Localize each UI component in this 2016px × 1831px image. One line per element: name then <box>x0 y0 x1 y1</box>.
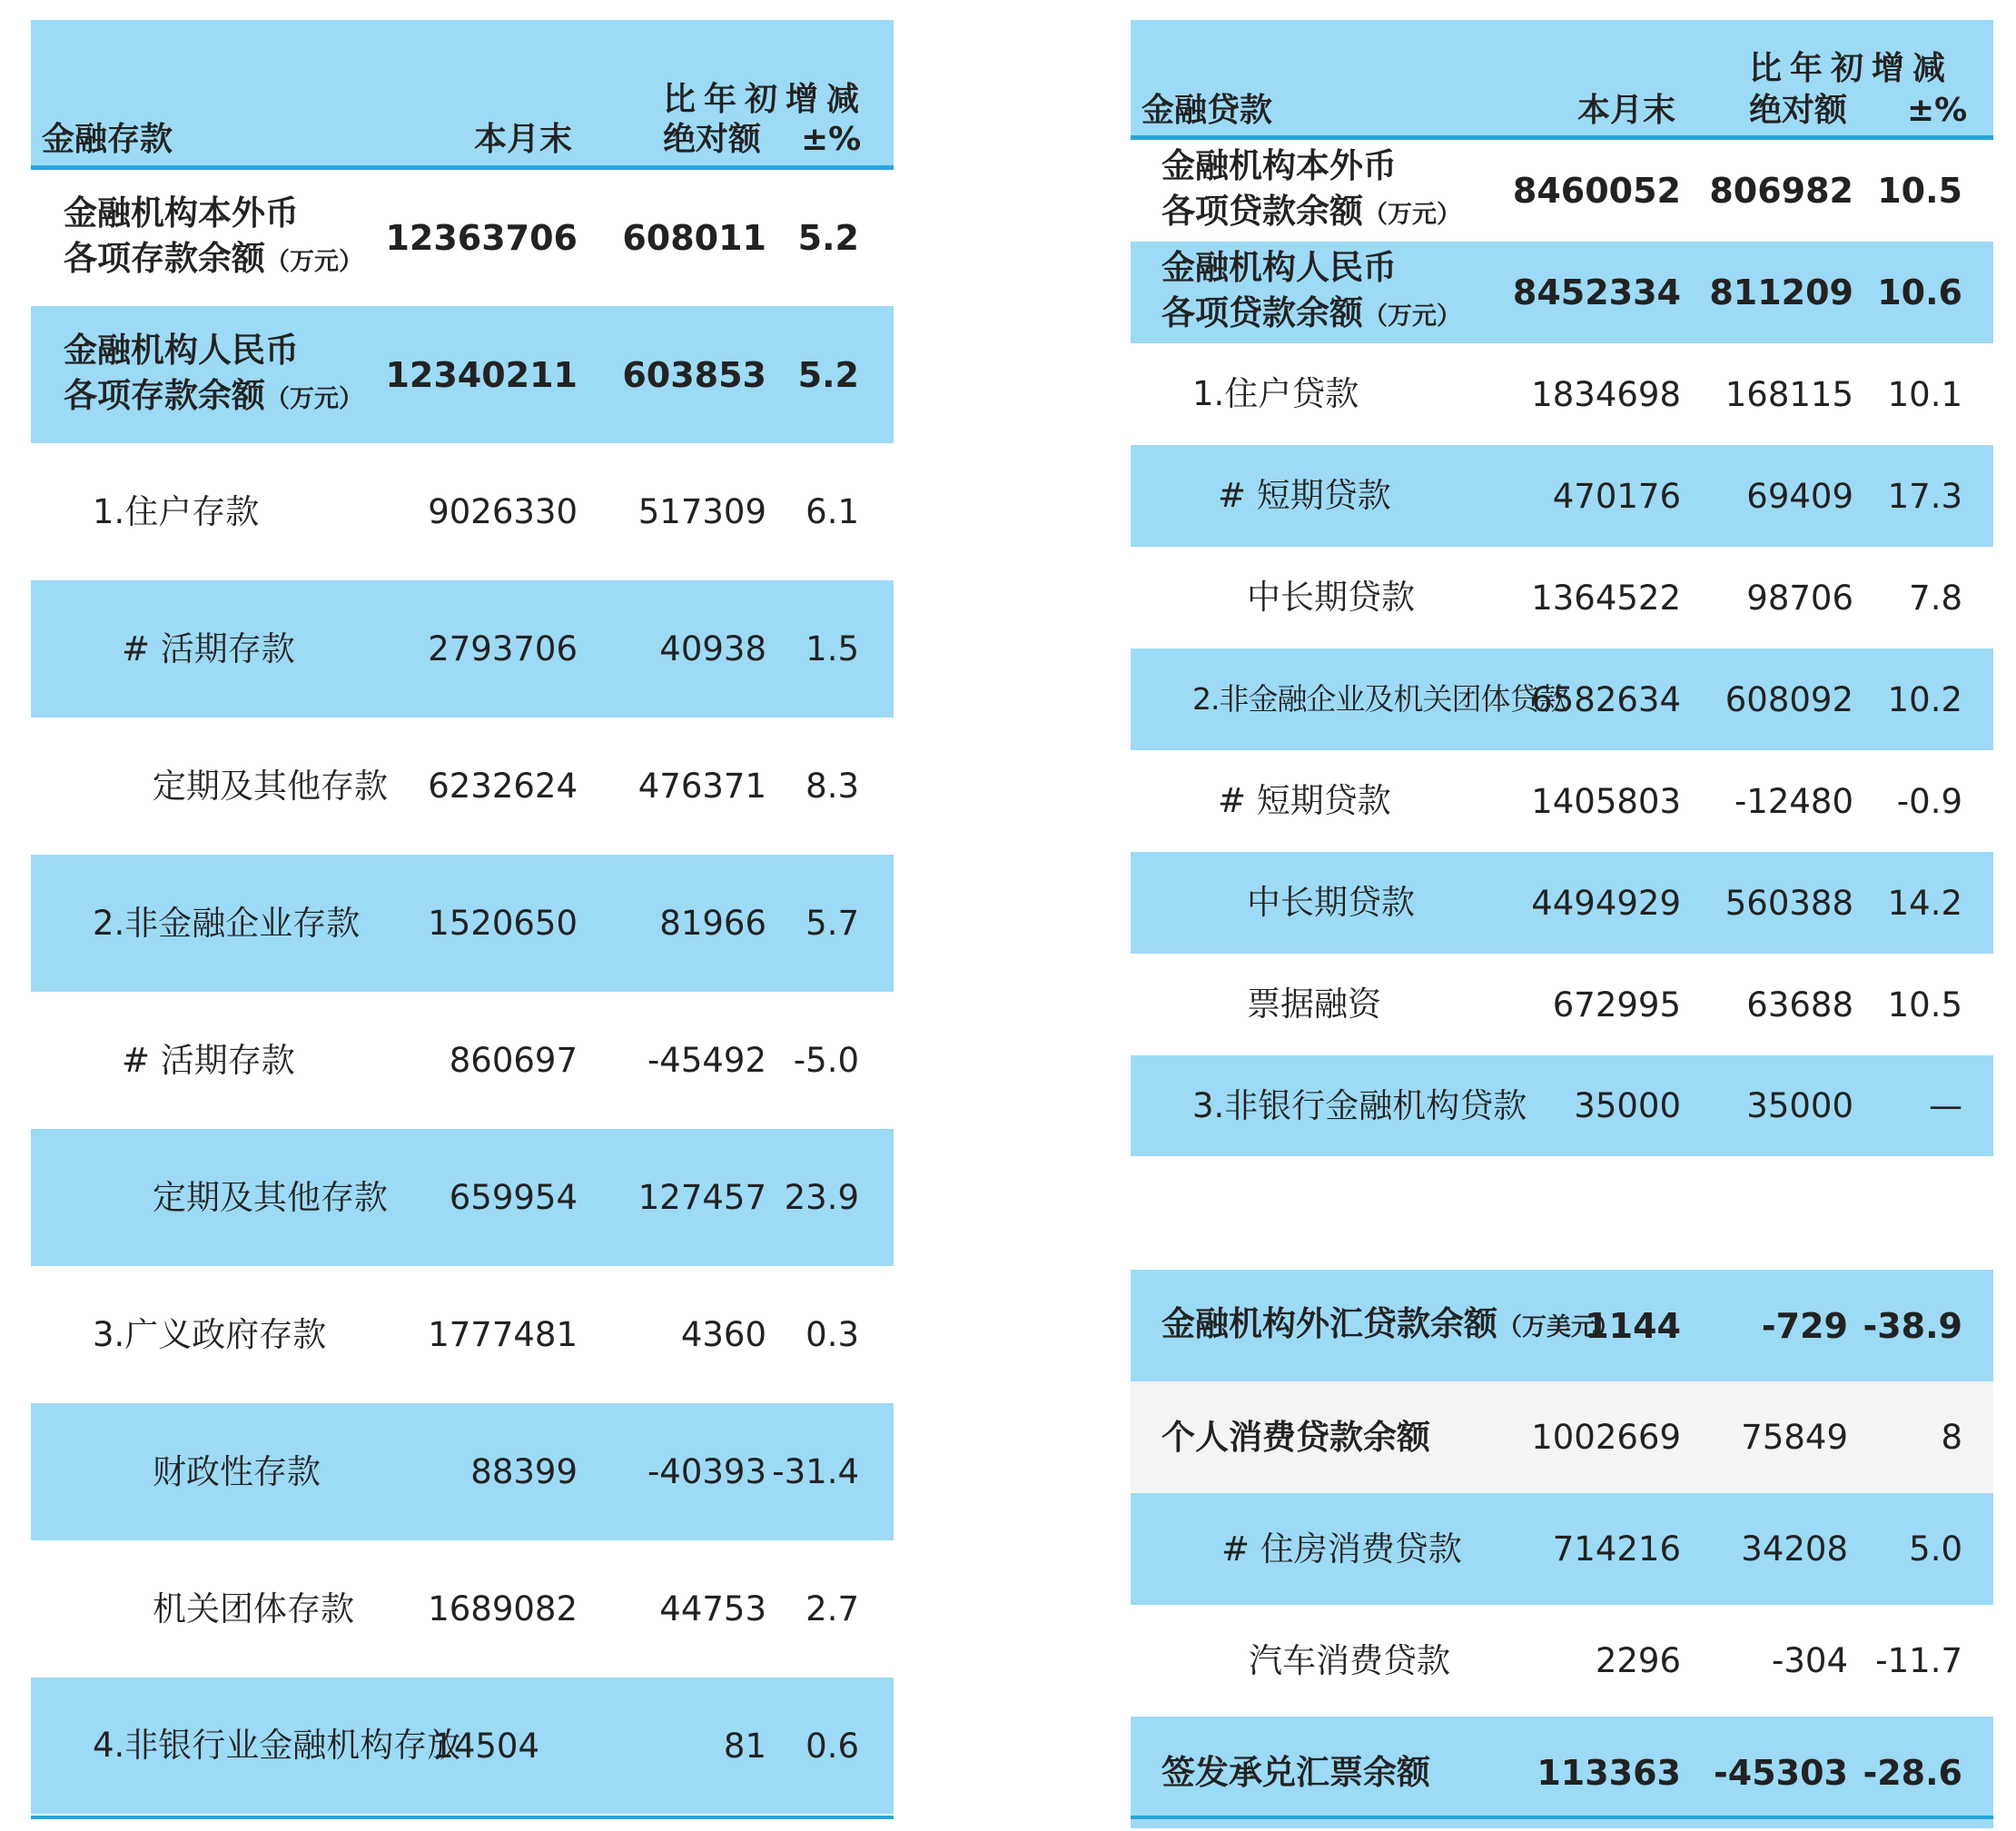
value-month: 8460052 <box>1512 171 1681 211</box>
value-pct: 0.3 <box>805 1315 859 1354</box>
table-row <box>31 1129 894 1266</box>
value-abs: 806982 <box>1709 171 1853 211</box>
value-abs: 811209 <box>1709 272 1853 312</box>
value-month: 1405803 <box>1531 781 1681 821</box>
loans-table <box>1131 20 1993 1828</box>
value-month: 113363 <box>1537 1752 1681 1793</box>
value-pct: 5.7 <box>805 904 859 943</box>
table-row <box>1131 1270 1993 1381</box>
table-row <box>1131 343 1993 445</box>
value-month: 4494929 <box>1531 883 1681 923</box>
value-abs: -40393 <box>647 1452 766 1491</box>
col-group: 比年初增减 <box>1749 50 1954 87</box>
value-pct: 23.9 <box>784 1178 859 1217</box>
row-label: 定期及其他存款 <box>153 1177 388 1217</box>
table-row <box>31 170 894 306</box>
table-row <box>31 306 894 443</box>
row-label: 金融机构人民币 各项存款余额（万元） <box>64 330 363 415</box>
value-month: 6232624 <box>428 767 578 806</box>
row-label: 财政性存款 <box>153 1451 321 1491</box>
value-abs: -45303 <box>1714 1752 1848 1793</box>
col-month: 本月末 <box>474 121 573 158</box>
row-label: 中长期贷款 <box>1247 578 1415 617</box>
value-month: 1520650 <box>428 904 578 943</box>
value-pct: -11.7 <box>1875 1641 1962 1680</box>
value-abs: -45492 <box>647 1041 766 1080</box>
value-abs: 603853 <box>622 354 766 395</box>
row-label: 定期及其他存款 <box>153 766 388 806</box>
table-row <box>31 1540 894 1678</box>
value-pct: 10.5 <box>1887 985 1962 1024</box>
table-row <box>1131 1493 1993 1605</box>
value-abs: -304 <box>1772 1641 1848 1680</box>
row-label: # 住房消费贷款 <box>1221 1529 1462 1569</box>
value-month: 714216 <box>1552 1529 1681 1569</box>
col-pct: ±% <box>1907 92 1968 129</box>
value-pct: 14.2 <box>1887 883 1962 923</box>
value-abs: 517309 <box>637 492 766 531</box>
table-row <box>1131 1717 1993 1828</box>
row-label: 3.非银行金融机构贷款 <box>1192 1085 1527 1125</box>
value-pct: 5.2 <box>797 218 859 258</box>
row-label: 1.住户存款 <box>93 491 260 531</box>
table-row <box>31 718 894 855</box>
row-label: 1.住户贷款 <box>1192 374 1359 413</box>
value-pct: 2.7 <box>805 1589 859 1628</box>
value-abs: -729 <box>1761 1305 1848 1346</box>
table-row <box>1131 445 1993 547</box>
loans-bottom-rule <box>1131 1816 1993 1819</box>
value-abs: 560388 <box>1724 883 1853 923</box>
table-row <box>31 1266 894 1403</box>
row-label: 票据融资 <box>1247 985 1381 1024</box>
value-pct: -0.9 <box>1896 781 1962 821</box>
value-abs: 168115 <box>1724 374 1853 414</box>
value-pct: 17.3 <box>1887 476 1962 516</box>
row-label: # 活期存款 <box>122 1040 295 1080</box>
col-abs: 绝对额 <box>1749 92 1848 129</box>
value-month: 1002669 <box>1531 1418 1681 1457</box>
col-group: 比年初增减 <box>663 81 868 118</box>
table-row <box>31 580 894 718</box>
value-abs: 98706 <box>1746 578 1853 618</box>
value-pct: 5.2 <box>797 354 859 395</box>
table-row <box>31 443 894 580</box>
deposits-title: 金融存款 <box>42 121 173 158</box>
deposits-bottom-rule <box>31 1816 894 1819</box>
value-abs: 44753 <box>659 1589 766 1628</box>
value-pct: -31.4 <box>772 1452 859 1491</box>
value-pct: 10.5 <box>1877 171 1962 211</box>
value-pct: -5.0 <box>793 1041 859 1080</box>
row-label: 金融机构外汇贷款余额（万美元） <box>1161 1303 1620 1343</box>
value-pct: 8 <box>1941 1418 1962 1457</box>
value-abs: 81966 <box>659 904 766 943</box>
deposits-table <box>31 20 894 1814</box>
value-abs: 35000 <box>1746 1086 1853 1125</box>
value-month: 12340211 <box>385 354 578 395</box>
table-row <box>1131 1055 1993 1156</box>
value-pct: 7.8 <box>1909 578 1962 618</box>
table-row <box>1131 954 1993 1055</box>
value-month: 35000 <box>1574 1086 1681 1125</box>
value-month: 1689082 <box>428 1589 578 1628</box>
value-month: 1364522 <box>1531 578 1681 618</box>
value-month: 2793706 <box>428 629 578 668</box>
value-pct: — <box>1929 1086 1962 1125</box>
value-month: 14504 <box>432 1726 539 1766</box>
value-month: 672995 <box>1552 985 1681 1024</box>
value-abs: -12480 <box>1734 781 1853 821</box>
table-row <box>1131 750 1993 852</box>
row-label: # 活期存款 <box>122 628 295 668</box>
value-pct: 6.1 <box>805 492 859 531</box>
table-row <box>1131 547 1993 648</box>
row-label: 金融机构本外币 各项存款余额（万元） <box>64 193 363 278</box>
row-label: 签发承兑汇票余额 <box>1161 1752 1430 1792</box>
deposits-header <box>31 20 894 170</box>
row-label: 3.广义政府存款 <box>93 1314 327 1354</box>
value-month: 12363706 <box>385 218 578 258</box>
row-label: 汽车消费贷款 <box>1249 1640 1450 1680</box>
col-pct: ±% <box>801 121 862 158</box>
value-month: 470176 <box>1552 476 1681 516</box>
value-pct: 10.6 <box>1877 272 1962 312</box>
value-abs: 4360 <box>680 1315 766 1354</box>
loans-header <box>1131 20 1993 140</box>
row-label: 个人消费贷款余额 <box>1161 1417 1430 1457</box>
value-abs: 40938 <box>659 629 766 668</box>
loans-title: 金融贷款 <box>1141 92 1273 129</box>
value-abs: 63688 <box>1746 985 1853 1024</box>
row-label: 4.非银行业金融机构存放 <box>93 1726 461 1765</box>
row-label: 2.非金融企业存款 <box>93 903 361 943</box>
table-row <box>31 992 894 1129</box>
value-month: 1834698 <box>1531 374 1681 414</box>
value-abs: 127457 <box>637 1178 766 1217</box>
col-abs: 绝对额 <box>663 121 762 158</box>
value-abs: 75849 <box>1741 1418 1848 1457</box>
value-pct: 1.5 <box>805 629 859 668</box>
value-pct: 8.3 <box>805 767 859 806</box>
value-abs: 608011 <box>622 218 766 258</box>
value-pct: -38.9 <box>1863 1305 1962 1346</box>
row-label: # 短期贷款 <box>1218 476 1391 515</box>
table-row <box>1131 1605 1993 1717</box>
value-pct: -28.6 <box>1863 1752 1962 1793</box>
value-month: 2296 <box>1595 1641 1681 1680</box>
value-abs: 81 <box>723 1726 766 1766</box>
row-label: 金融机构人民币 各项贷款余额（万元） <box>1161 248 1461 332</box>
value-pct: 0.6 <box>805 1726 859 1766</box>
value-month: 88399 <box>470 1452 578 1491</box>
row-label: 机关团体存款 <box>153 1589 354 1628</box>
value-abs: 608092 <box>1724 679 1853 719</box>
table-gap <box>1131 1156 1993 1270</box>
row-label: # 短期贷款 <box>1218 781 1391 820</box>
row-label: 金融机构本外币 各项贷款余额（万元） <box>1161 146 1461 231</box>
value-abs: 34208 <box>1741 1529 1848 1569</box>
value-abs: 69409 <box>1746 476 1853 516</box>
value-abs: 476371 <box>637 767 766 806</box>
table-row <box>1131 242 1993 343</box>
table-row <box>1131 648 1993 750</box>
value-month: 9026330 <box>428 492 578 531</box>
value-pct: 5.0 <box>1909 1529 1962 1569</box>
value-pct: 10.1 <box>1887 374 1962 414</box>
table-row <box>1131 1381 1993 1493</box>
row-label: 中长期贷款 <box>1247 883 1415 922</box>
value-month: 6582634 <box>1531 679 1681 719</box>
table-row <box>1131 852 1993 954</box>
value-month: 8452334 <box>1512 272 1681 312</box>
value-month: 659954 <box>449 1178 578 1217</box>
table-row <box>31 1678 894 1814</box>
value-month: 1777481 <box>428 1315 578 1354</box>
col-month: 本月末 <box>1577 92 1676 129</box>
row-label: 2.非金融企业及机关团体贷款 <box>1192 681 1568 717</box>
value-month: 860697 <box>449 1041 578 1080</box>
table-row <box>31 855 894 992</box>
table-row <box>1131 140 1993 242</box>
value-month: 1144 <box>1585 1305 1681 1346</box>
table-row <box>31 1403 894 1540</box>
value-pct: 10.2 <box>1887 679 1962 719</box>
